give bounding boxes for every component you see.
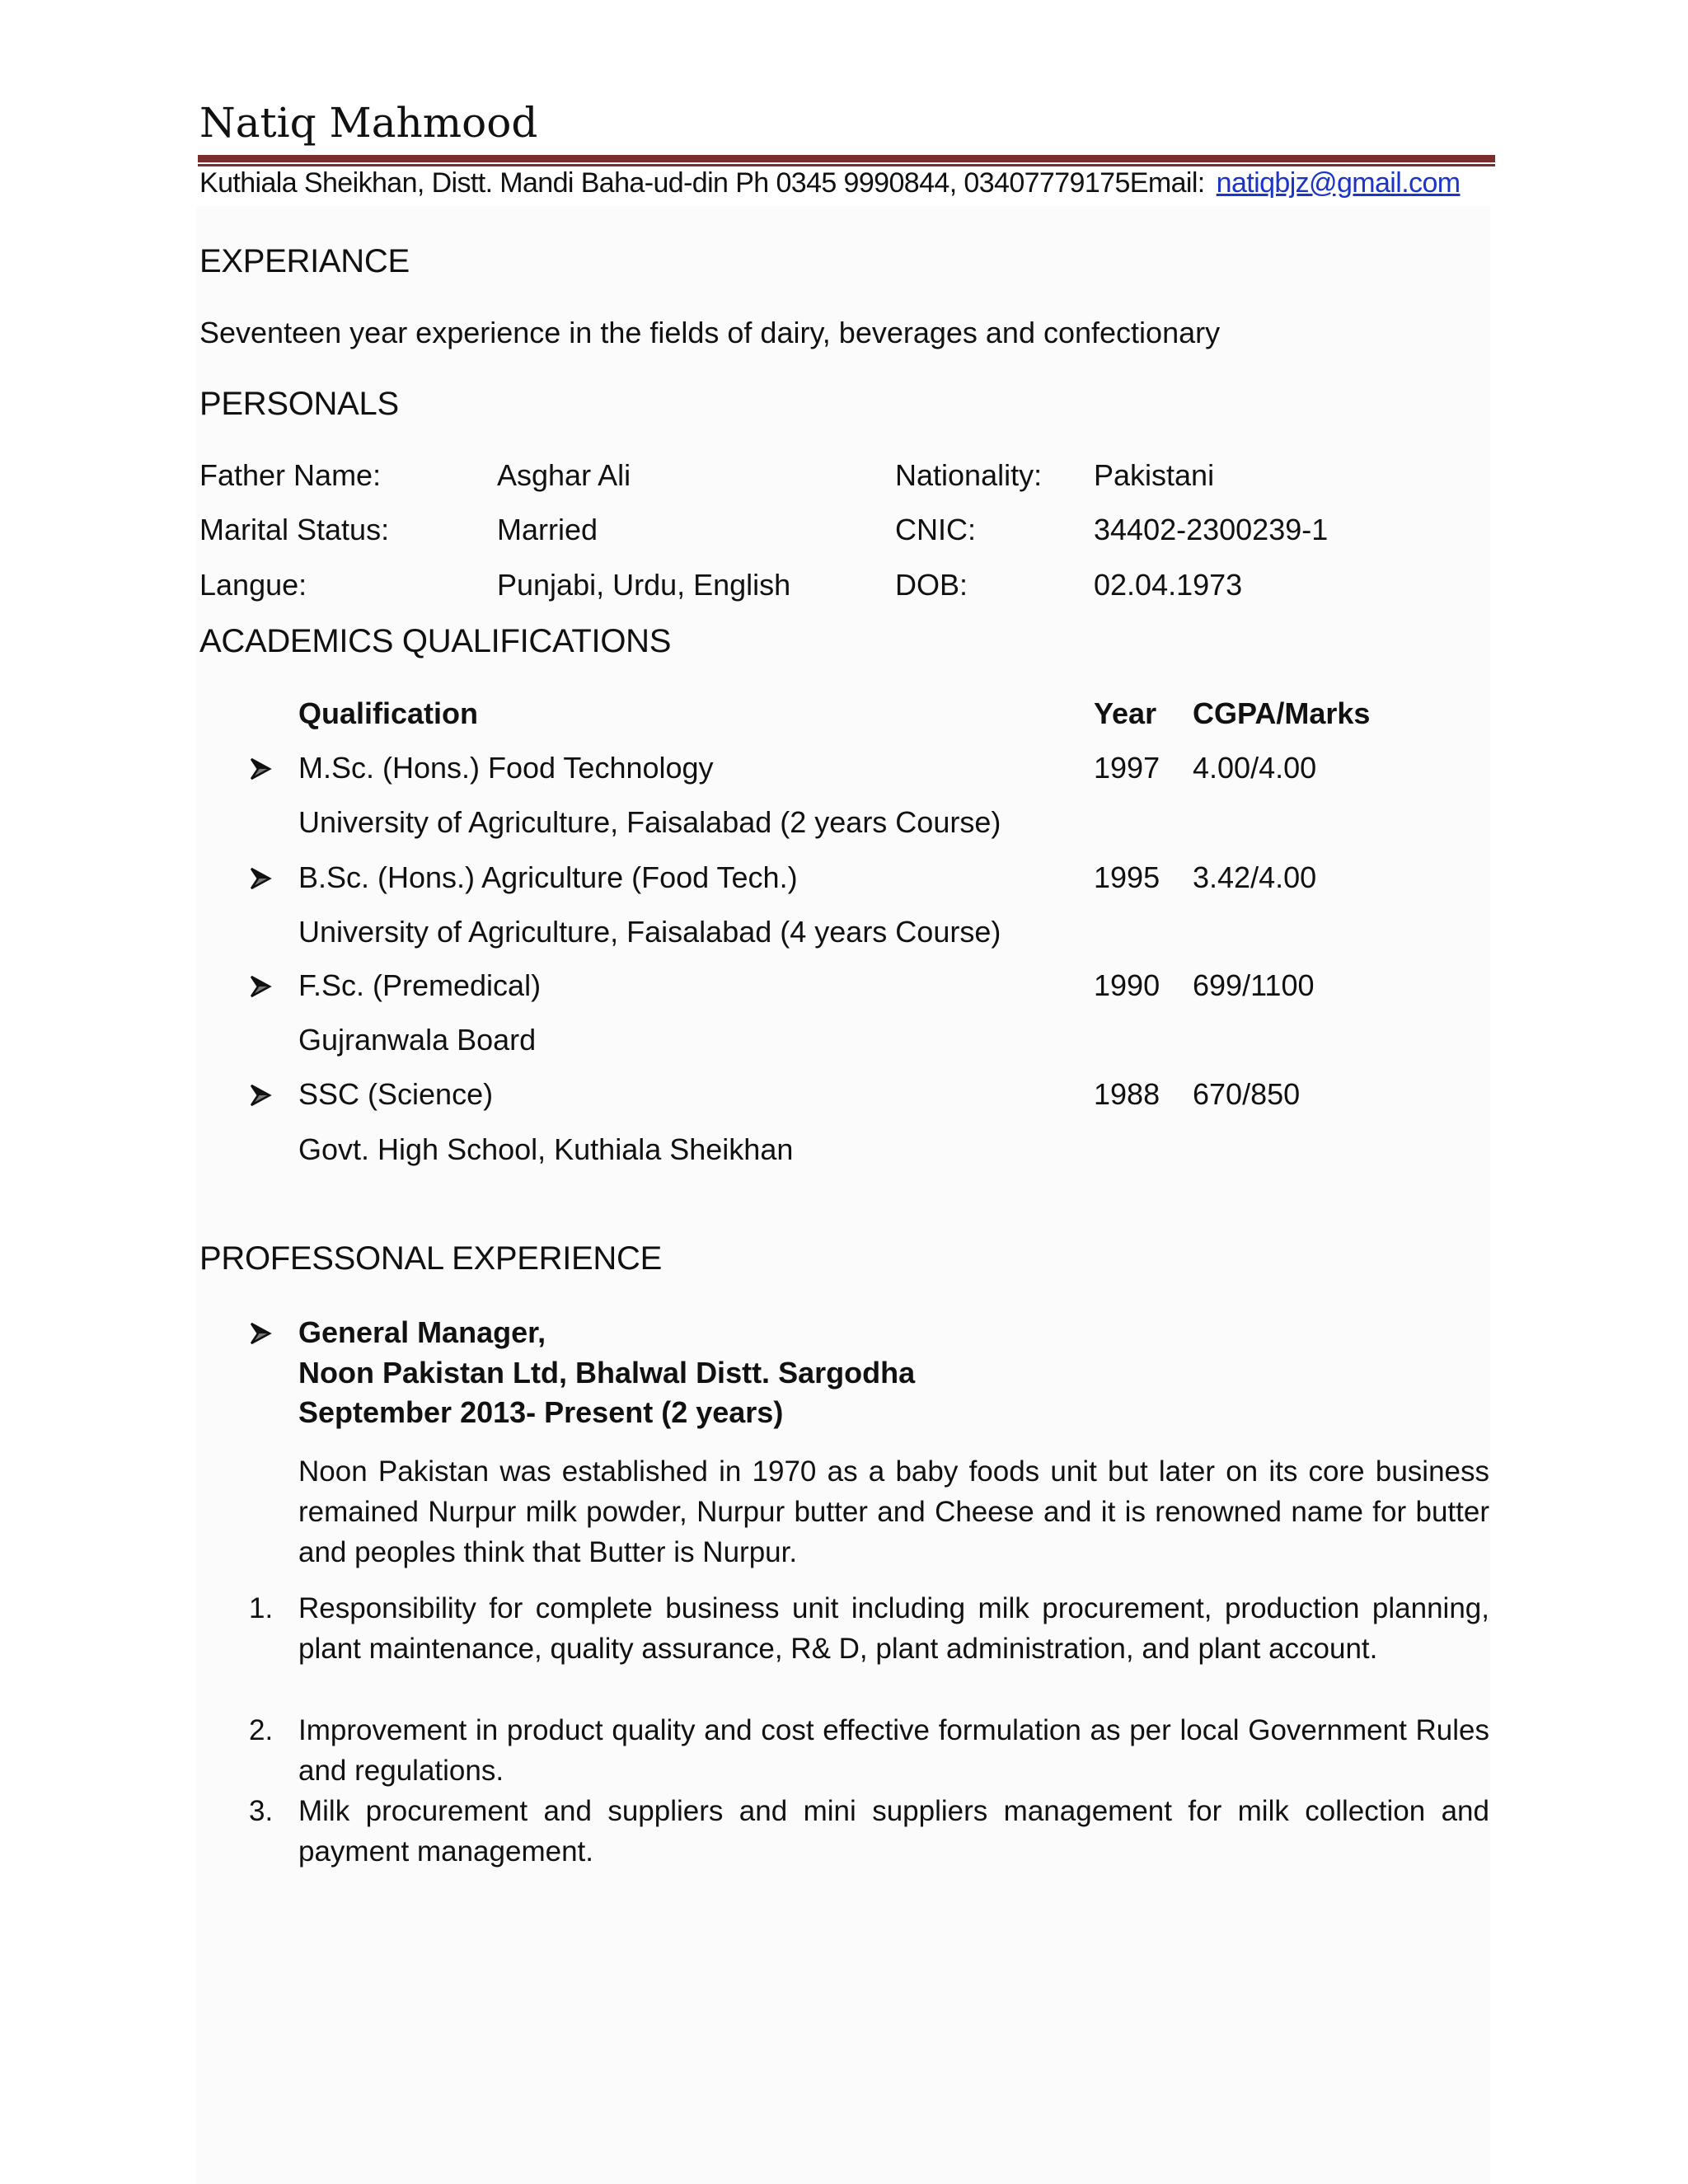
qualification-degree: SSC (Science) — [298, 1077, 494, 1111]
qualification-year: 1990 — [1094, 968, 1160, 1002]
duty-number: 2. — [249, 1714, 274, 1746]
duty-item: Improvement in product quality and cost effective formulation as per local Government Rules and regulations. — [298, 1714, 1489, 1787]
qualification-year: 1995 — [1094, 860, 1160, 894]
arrow-bullet-icon — [249, 1321, 272, 1346]
column-header-qualification: Qualification — [298, 696, 479, 730]
email-link[interactable]: natiqbjz@gmail.com — [1216, 167, 1461, 199]
column-header-marks: CGPA/Marks — [1193, 696, 1371, 730]
contact-text: Kuthiala Sheikhan, Distt. Mandi Baha-ud-din Ph 0345 9990844, 03407779175Email: — [199, 167, 1205, 199]
duty-item: Responsibility for complete business unit including milk procurement, production planning, plant maintenance, quality assurance, R& D, plant administration, and plant account. — [298, 1592, 1489, 1665]
arrow-bullet-icon — [249, 1083, 272, 1108]
qualification-institution: Govt. High School, Kuthiala Sheikhan — [298, 1132, 794, 1166]
qualification-institution: University of Agriculture, Faisalabad (4 years Course) — [298, 915, 1001, 949]
qualification-marks: 699/1100 — [1193, 968, 1315, 1002]
qualification-institution: University of Agriculture, Faisalabad (2 years Course) — [298, 805, 1001, 839]
personal-value: Punjabi, Urdu, English — [497, 568, 791, 602]
duty-item: Milk procurement and suppliers and mini suppliers management for milk collection and payment management. — [298, 1795, 1489, 1868]
job-period: September 2013- Present (2 years) — [298, 1395, 784, 1429]
qualification-year: 1988 — [1094, 1077, 1160, 1111]
personal-value: 02.04.1973 — [1094, 568, 1243, 602]
job-company: Noon Pakistan Ltd, Bhalwal Distt. Sargodha — [298, 1356, 916, 1390]
column-header-year: Year — [1094, 696, 1157, 730]
personal-value: Asghar Ali — [497, 458, 631, 492]
personal-value: Married — [497, 513, 598, 546]
duty-number: 1. — [249, 1592, 274, 1624]
section-heading-experiance: EXPERIANCE — [199, 243, 410, 279]
page-shade — [196, 206, 1490, 2184]
qualification-marks: 3.42/4.00 — [1193, 860, 1317, 894]
arrow-bullet-icon — [249, 866, 272, 891]
arrow-bullet-icon — [249, 757, 272, 781]
header-rule-thin — [198, 164, 1495, 166]
personal-label: Marital Status: — [199, 513, 390, 546]
qualification-degree: M.Sc. (Hons.) Food Technology — [298, 751, 714, 785]
arrow-bullet-icon — [249, 974, 272, 999]
personal-label: Nationality: — [895, 458, 1043, 492]
personal-label: DOB: — [895, 568, 968, 602]
section-heading-academics: ACADEMICS QUALIFICATIONS — [199, 623, 672, 659]
personal-label: CNIC: — [895, 513, 976, 546]
section-heading-personals: PERSONALS — [199, 386, 399, 422]
job-description: Noon Pakistan was established in 1970 as a baby foods unit but later on its core business remained Nurpur milk powder, Nurpur butter and Cheese and it is renowned name for butter and peoples think that Butter is Nurpur. — [298, 1455, 1489, 1568]
contact-line — [199, 167, 1461, 199]
experiance-summary: Seventeen year experience in the fields of dairy, beverages and confectionary — [199, 316, 1221, 349]
qualification-degree: B.Sc. (Hons.) Agriculture (Food Tech.) — [298, 860, 798, 894]
section-heading-professional: PROFESSONAL EXPERIENCE — [199, 1240, 662, 1277]
qualification-marks: 4.00/4.00 — [1193, 751, 1317, 785]
personal-label: Langue: — [199, 568, 307, 602]
job-title: General Manager, — [298, 1315, 546, 1349]
personal-label: Father Name: — [199, 458, 382, 492]
personal-value: 34402-2300239-1 — [1094, 513, 1329, 546]
qualification-marks: 670/850 — [1193, 1077, 1301, 1111]
duty-number: 3. — [249, 1795, 274, 1827]
qualification-degree: F.Sc. (Premedical) — [298, 968, 542, 1002]
qualification-institution: Gujranwala Board — [298, 1023, 537, 1057]
personal-value: Pakistani — [1094, 458, 1215, 492]
qualification-year: 1997 — [1094, 751, 1160, 785]
resume-name: Natiq Mahmood — [199, 99, 538, 147]
header-rule-thick — [198, 155, 1495, 162]
